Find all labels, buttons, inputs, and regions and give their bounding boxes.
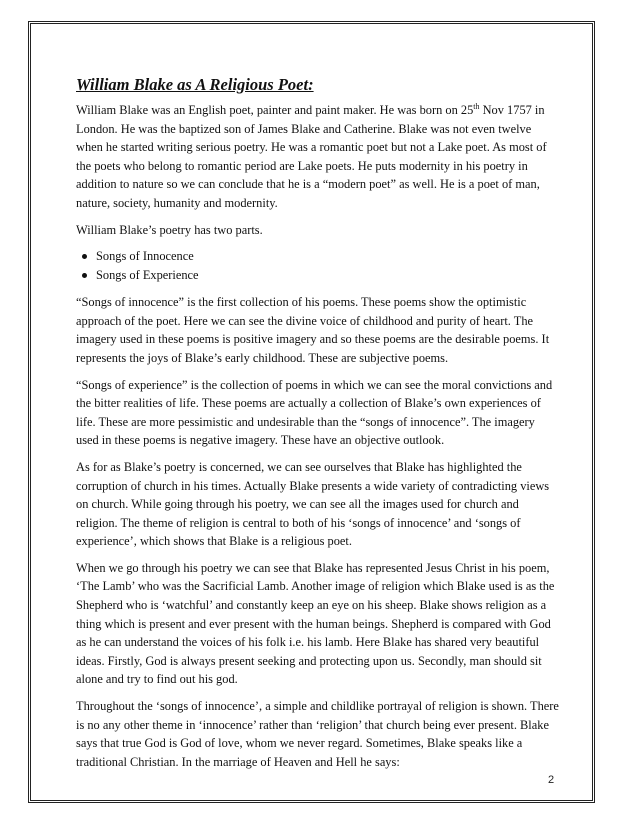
paragraph-intro — [76, 101, 576, 213]
paragraph-line: When we go through his poetry we can see that Blake has represented Jesus Christ in his poem, — [76, 560, 550, 575]
paragraph-line: experience’, which shows that Blake is a religious poet. — [76, 534, 352, 549]
paragraph-line: approach of the poet. Here we can see the divine voice of childhood and purity of heart. The — [76, 313, 534, 328]
paragraph-line: nature, society, humanity and modernity. — [76, 195, 278, 210]
paragraph-songs-of-innocence — [76, 293, 576, 367]
paragraph-line: the poets who belong to romantic period are Lake poets. He puts modernity in his poetry in — [76, 158, 528, 173]
paragraph-line: as he can understand the voices of his folk i.e. his lamb. Here Blake has shared very beautiful — [76, 635, 540, 650]
paragraph-the-lamb — [76, 559, 576, 689]
page-number: 2 — [548, 774, 555, 786]
paragraph-line: religion. The theme of religion is central to both of his ‘songs of innocence’ and ‘songs of — [76, 515, 521, 530]
paragraph-line: represents the joys of Blake’s early childhood. These are subjective poems. — [76, 350, 449, 365]
paragraph-line: Shepherd who is ‘watchful’ and constantly keep an eye on his sheep. Blake shows religion as a — [76, 598, 547, 613]
paragraph-line: addition to nature so we can conclude that he is a “modern poet” as well. He is a poet of man, — [76, 177, 540, 192]
bullet-icon — [82, 254, 87, 259]
paragraph-line: “Songs of innocence” is the first collection of his poems. These poems show the optimistic — [76, 295, 527, 310]
document-title: William Blake as A Religious Poet: — [76, 75, 314, 94]
paragraph-line: imagery used in these poems is positive imagery and so these poems are the desirable poems. It — [76, 332, 550, 347]
paragraph-two-parts: William Blake’s poetry has two parts. — [76, 222, 263, 237]
paragraph-songs-of-experience — [76, 376, 576, 450]
paragraph-throughout-innocence — [76, 697, 576, 771]
bullet-list — [76, 247, 576, 285]
bullet-icon — [82, 273, 87, 278]
paragraph-line: London. He was the baptized son of James Blake and Catherine. Blake was not even twelve — [76, 121, 532, 136]
paragraph-line: traditional Christian. In the marriage of Heaven and Hell he says: — [76, 754, 400, 769]
paragraph-line: is no any other theme in ‘innocence’ rather than ‘religion’ that church being ever present. Blake — [76, 717, 549, 732]
paragraph-line: ideas. Firstly, God is always present seeking and protecting upon us. Secondly, man should sit — [76, 653, 542, 668]
paragraph-line: “Songs of experience” is the collection of poems in which we can see the moral convictions and — [76, 377, 553, 392]
paragraph-line: alone and try to find out his god. — [76, 672, 238, 687]
paragraph-line: used in these poems is negative imagery. These have an objective outlook. — [76, 433, 445, 448]
bullet-item: Songs of Experience — [76, 266, 576, 285]
paragraph-line: life. These are more pessimistic and undesirable than the “songs of innocence”. The imagery — [76, 414, 535, 429]
paragraph-line: on church. While going through his poetry, we can see all the images used for church and — [76, 497, 519, 512]
ordinal-superscript: th — [473, 101, 480, 111]
paragraph-line: ‘The Lamb’ who was the Sacrificial Lamb. Another image of religion which Blake used is as the — [76, 579, 555, 594]
paragraph-line: William Blake was an English poet, painter and paint maker. He was born on 25th Nov 1757 in — [76, 101, 545, 117]
document-body — [76, 74, 576, 779]
paragraph-corruption-of-church — [76, 458, 576, 551]
bullet-item: Songs of Innocence — [76, 247, 576, 266]
paragraph-line: says that true God is God of love, whom we never regard. Sometimes, Blake speaks like a — [76, 736, 523, 751]
paragraph-line: thing which is present and ever present with the human beings. Shepherd is compared with God — [76, 616, 551, 631]
paragraph-line: corruption of church in his times. Actually Blake presents a wide variety of contradicting views — [76, 478, 550, 493]
paragraph-line: when he started writing serious poetry. He was a romantic poet but not a Lake poet. As most of — [76, 140, 547, 155]
paragraph-line: As for as Blake’s poetry is concerned, we can see ourselves that Blake has highlighted the — [76, 459, 522, 474]
paragraph-line: the bitter realities of life. These poems are actually a collection of Blake’s own experiences of — [76, 396, 541, 411]
paragraph-line: Throughout the ‘songs of innocence’, a simple and childlike portrayal of religion is shown. There — [76, 699, 559, 714]
